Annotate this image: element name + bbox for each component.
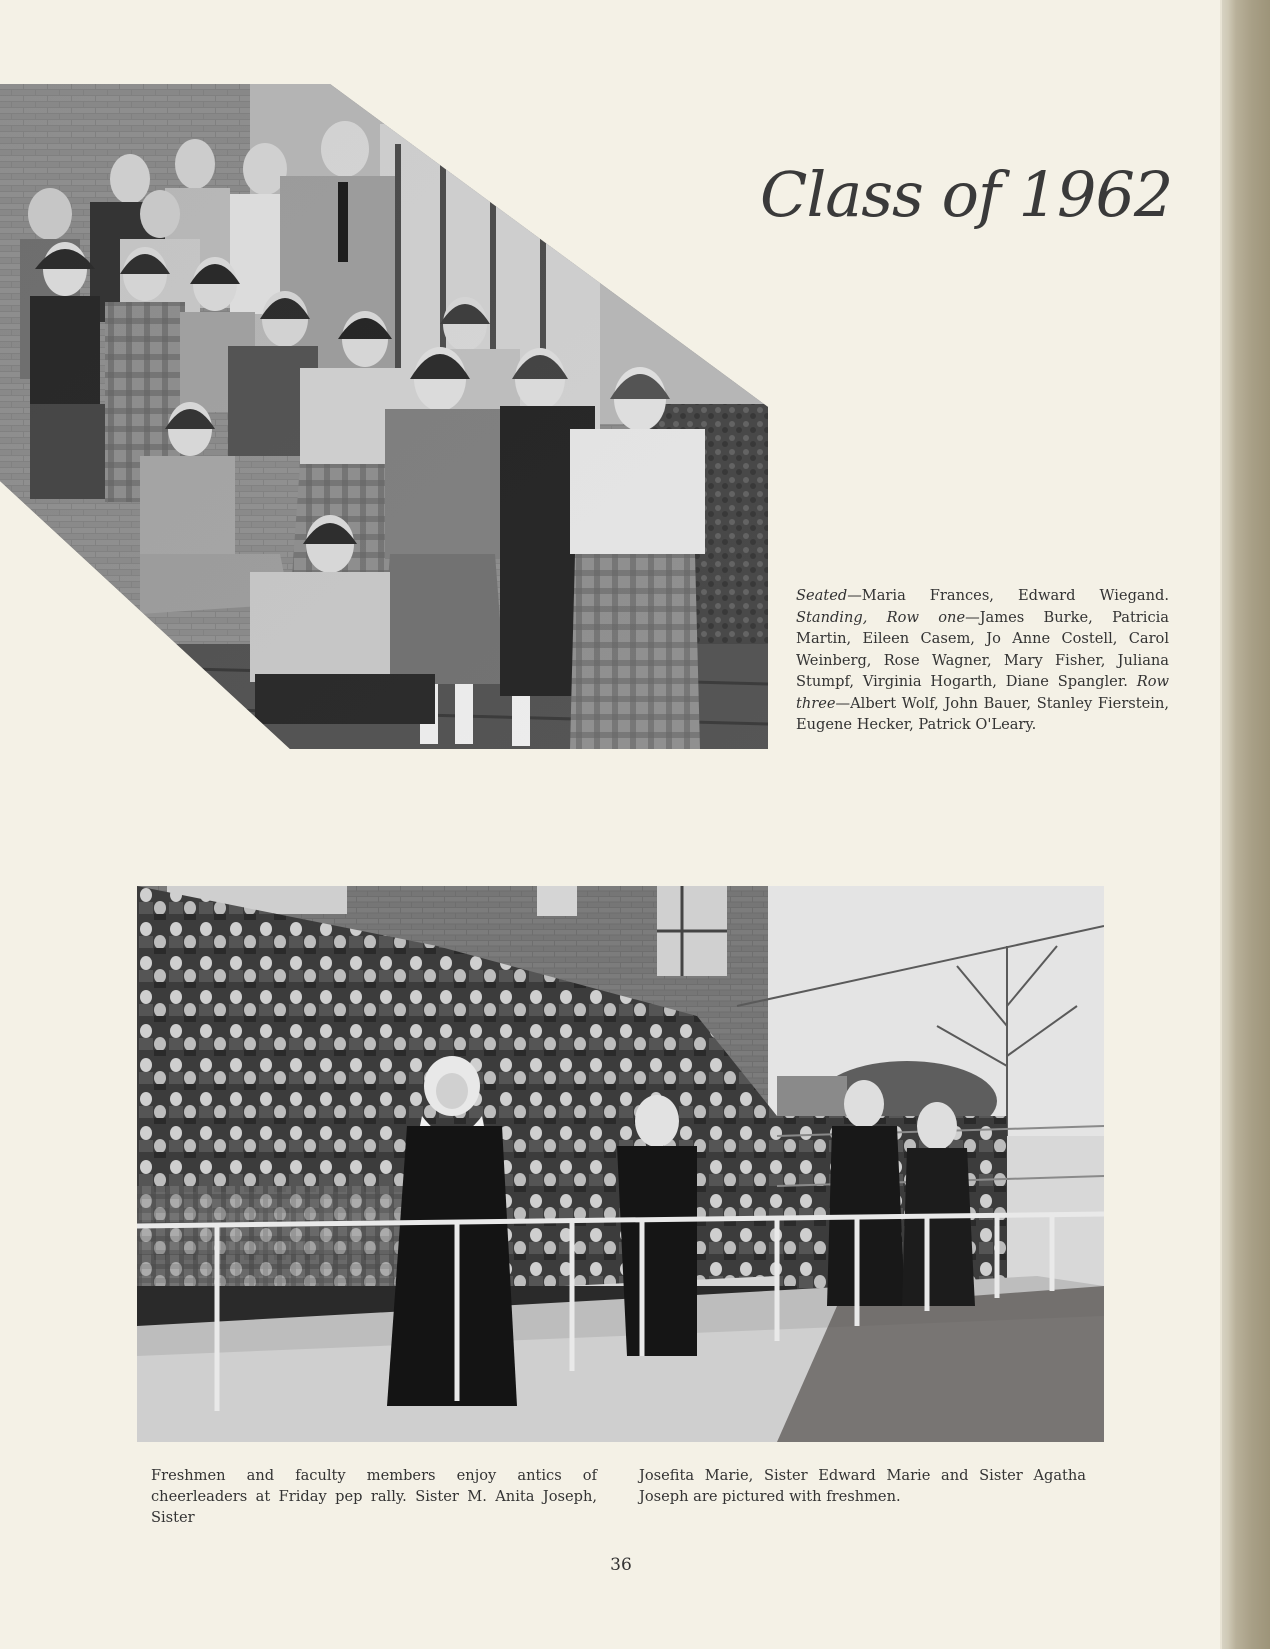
row-three-label: Row three [796,673,1170,712]
pep-rally-photo [137,886,1104,1442]
pep-rally-photo-image [137,886,1104,1442]
pep-rally-caption-left: Freshmen and faculty members enjoy antics of cheerleaders at Friday pep rally. Sister M. Anita Joseph, Sister [151,1467,597,1526]
seated-label: Seated [796,587,848,604]
seated-names: —Maria Frances, Edward Wiegand. [847,587,1169,604]
standing-row-one-names: —James Burke, Patricia Martin, Eileen Casem, Jo Anne Costell, Carol Weinberg, Rose Wagner, Mary Fisher, Juliana Stumpf, Virginia Hogarth, Diane Spangler. [796,608,1169,690]
page-number: 36 [610,1555,632,1575]
class-group-photo-image [0,84,768,749]
page-title: Class of 1962 [760,158,1173,231]
row-three-names: —Albert Wolf, John Bauer, Stanley Fierstein, Eugene Hecker, Patrick O'Leary. [796,694,1169,733]
standing-row-one-label: Standing, Row one [796,608,966,626]
class-group-photo [0,84,768,749]
page-edge [1222,0,1270,1649]
class-photo-caption [796,585,1169,736]
pep-rally-caption-right: Josefita Marie, Sister Edward Marie and Sister Agatha Joseph are pictured with freshmen. [639,1467,1086,1505]
